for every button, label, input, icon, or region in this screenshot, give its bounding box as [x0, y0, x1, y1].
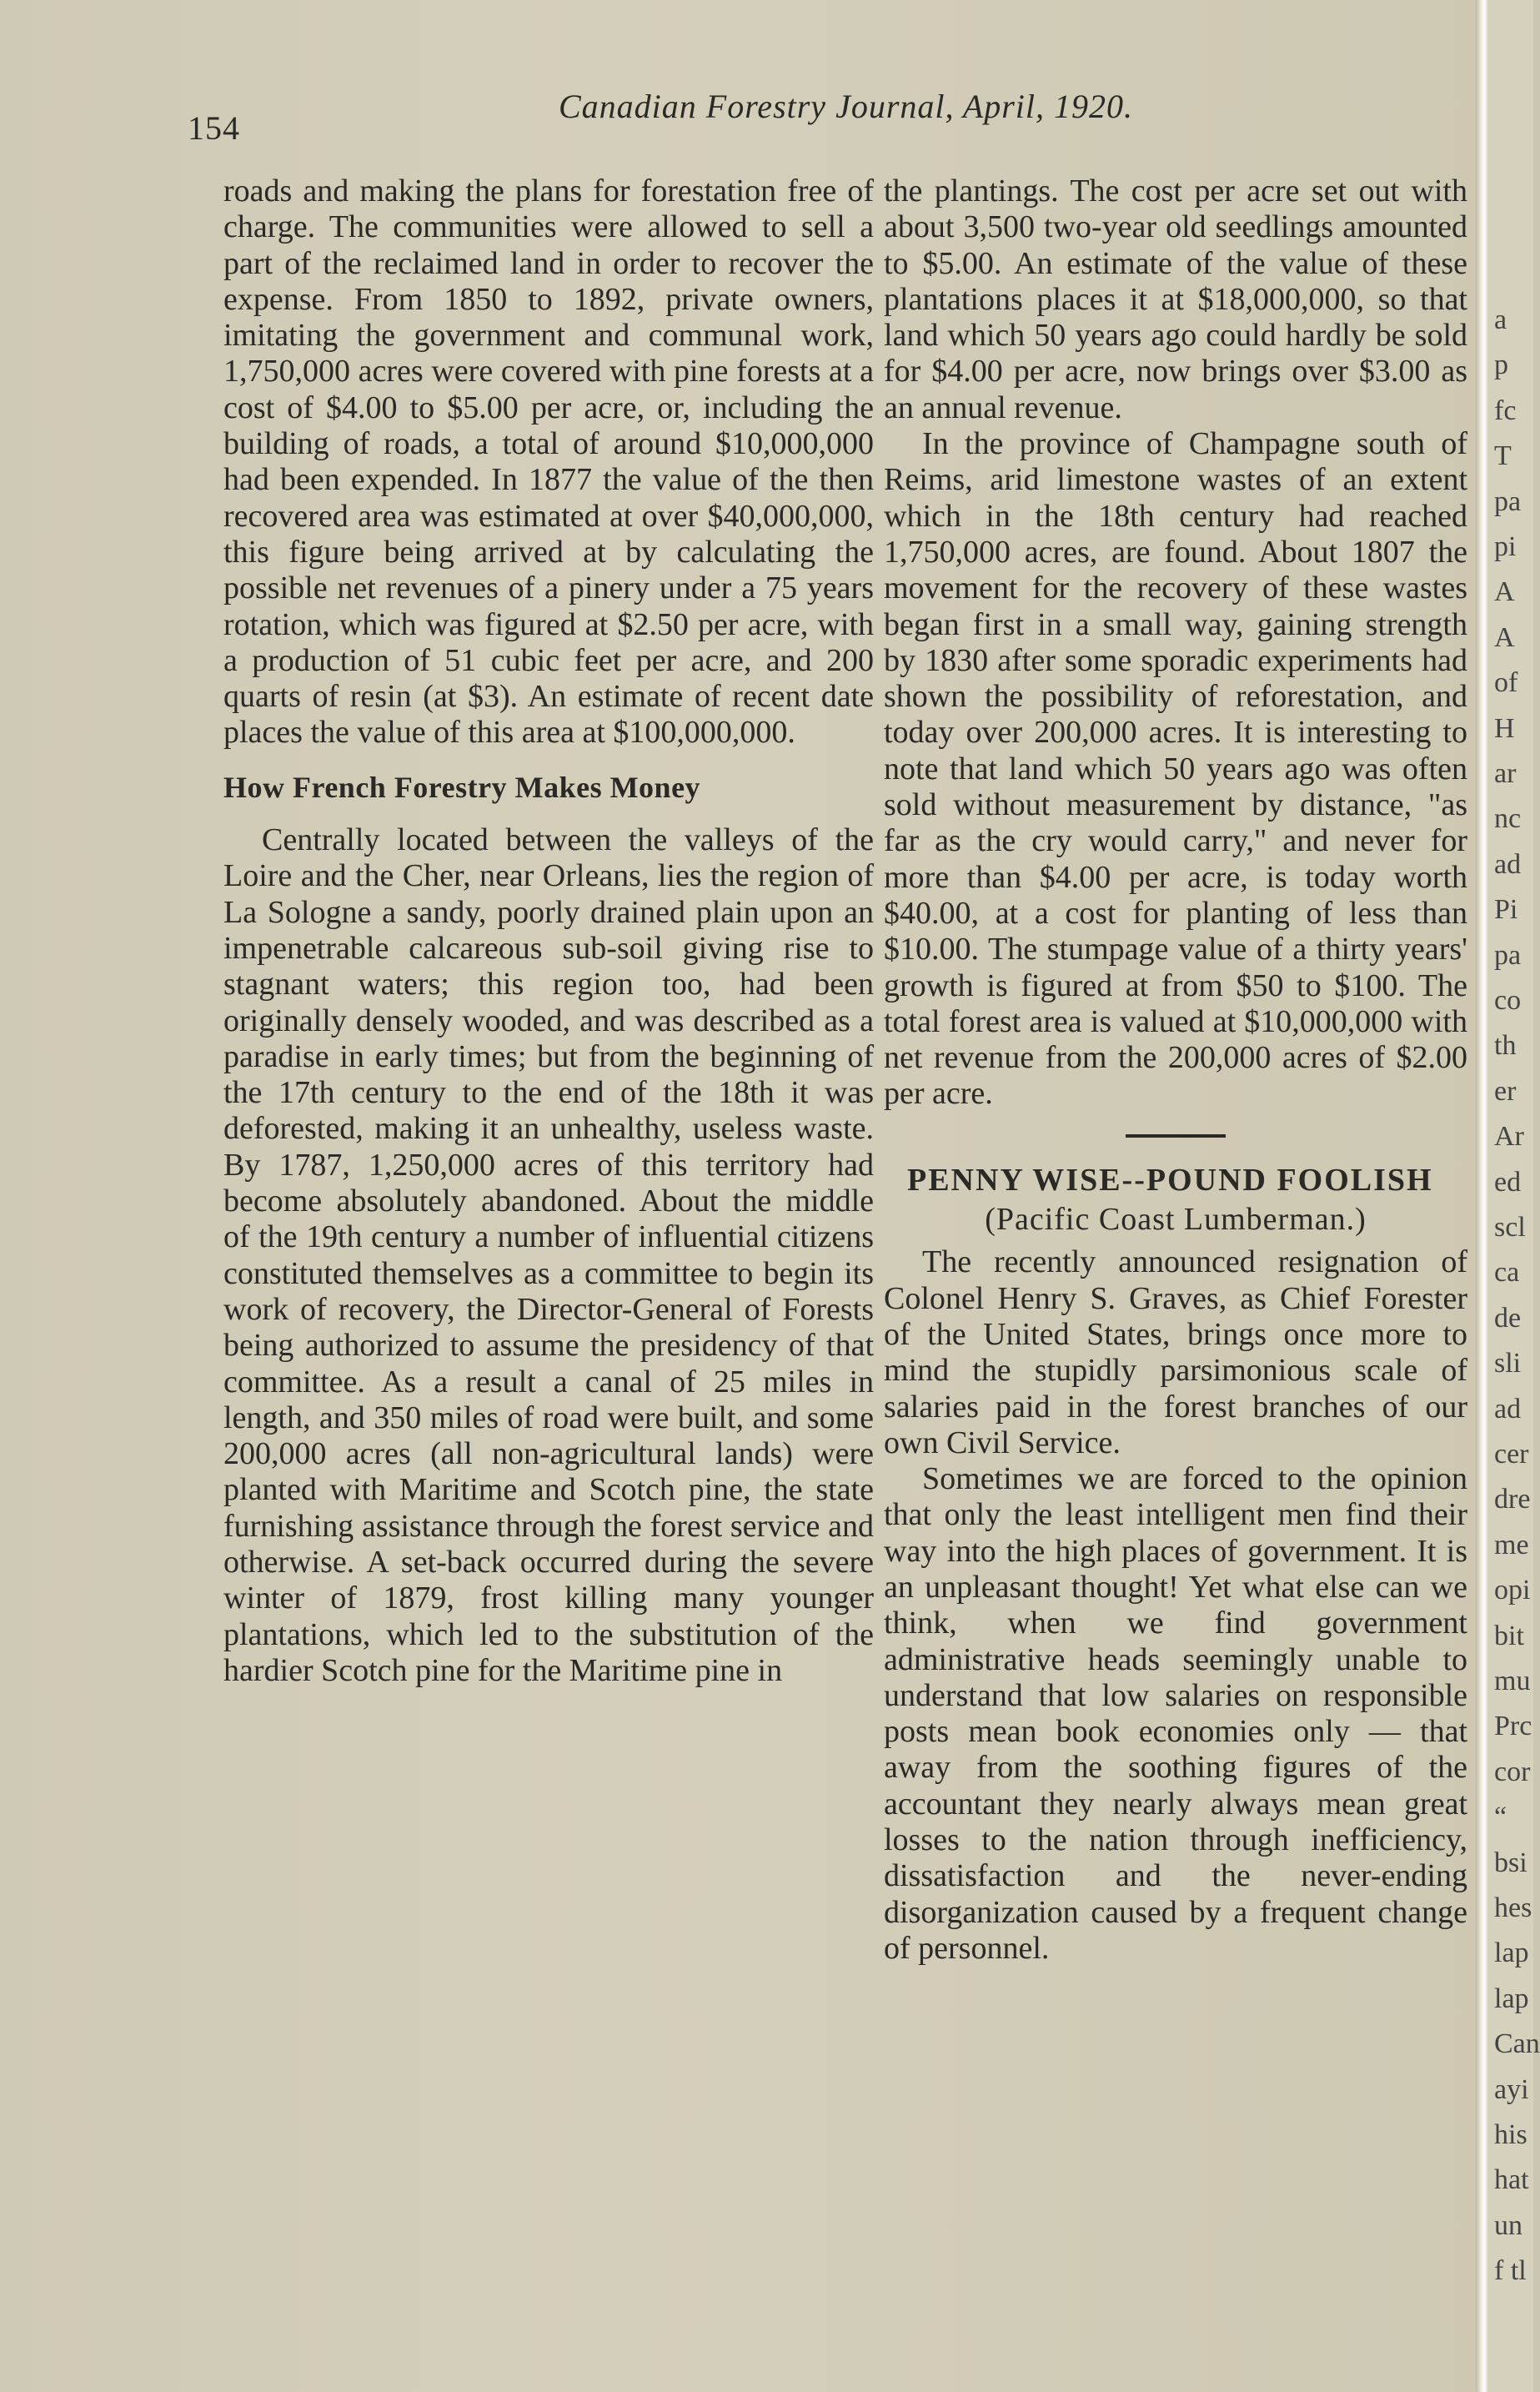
next-page-fragment: co: [1494, 985, 1522, 1016]
next-page-fragment: lap: [1494, 1982, 1529, 2014]
next-page-fragment: bsi: [1494, 1847, 1527, 1878]
next-page-fragment: ed: [1494, 1166, 1522, 1198]
next-page-fragment: ar: [1494, 758, 1517, 789]
next-page-fragment: de: [1494, 1302, 1522, 1334]
paragraph: Sometimes we are forced to the opinion that only the least intelligent men find their way into the high places of government. It is an unpleasant thought! Yet what else can we think, when we find government administrative heads seemingly unable to understand that low salaries on responsible posts mean book economies only — that away from the soothing figures of the accountant they nearly always mean great losses to the nation through inefficiency, dissatisfaction and the never-ending disorganization caused by a frequent change of personnel.: [884, 1461, 1467, 1966]
paragraph: Centrally located between the valleys of the Loire and the Cher, near Orleans, lies the region of La Sologne a sandy, poorly drained plain upon an impenetrable calcareous sub-soil giving rise to stagnant waters; this region too, had been originally densely wooded, and was described as a paradise in early times; but from the beginning of the 17th century to the end of the 18th it was deforested, making it an unhealthy, useless waste. By 1787, 1,250,000 acres of this territory had become absolutely abandoned. About the middle of the 19th century a number of influential citizens constituted themselves as a committee to begin its work of recovery, the Director-General of Forests being authorized to assume the presidency of that committee. As a result a canal of 25 miles in length, and 350 miles of road were built, and some 200,000 acres (all non-agricultural lands) were planted with Maritime and Scotch pine, the state furnishing assistance through the forest service and otherwise. A set-back occurred during the severe winter of 1879, frost killing many younger plantations, which led to the substitution of the hardier Scotch pine for the Maritime pine in: [223, 822, 874, 1688]
next-page-fragment: ad: [1494, 1393, 1522, 1425]
paragraph: the plantings. The cost per acre set out with about 3,500 two-year old seedlings amounted to $5.00. An estimate of the value of these plantations places it at $18,000,000, so that land which 50 years ago could hardly be sold for $4.00 per acre, now brings over $3.00 as an annual revenue.: [884, 173, 1467, 425]
next-page-fragment: “: [1494, 1802, 1507, 1833]
book-gutter: [1476, 0, 1487, 2392]
next-page-fragment: ca: [1494, 1257, 1520, 1289]
next-page-fragment: bit: [1494, 1620, 1524, 1651]
next-page-fragment: a: [1494, 304, 1507, 335]
left-column: [223, 173, 874, 1689]
article-title: PENNY WISE--POUND FOOLISH: [907, 1162, 1433, 1198]
next-page-fragment: pa: [1494, 939, 1522, 971]
next-page-fragment: dre: [1494, 1484, 1531, 1515]
next-page-fragment: A: [1494, 576, 1515, 608]
next-page-fragment: Prc: [1494, 1711, 1532, 1742]
section-subheading: How French Forestry Makes Money: [223, 770, 701, 804]
next-page-fragment: un: [1494, 2209, 1522, 2241]
next-page-fragment: cor: [1494, 1756, 1531, 1787]
article-source: (Pacific Coast Lumberman.): [985, 1202, 1367, 1238]
next-page-fragment: cer: [1494, 1439, 1529, 1470]
next-page-fragment: fc: [1494, 394, 1517, 426]
next-page-fragment: me: [1494, 1529, 1529, 1560]
running-head: Canadian Forestry Journal, April, 1920.: [559, 88, 1133, 125]
next-page-fragment: nc: [1494, 803, 1522, 835]
next-page-fragment: pi: [1494, 531, 1517, 562]
paragraph: The recently announced resignation of Colonel Henry S. Graves, as Chief Forester of the United States, brings once more to mind the stupidly parsimonious scale of salaries paid in the forest branches of our own Civil Service.: [884, 1244, 1467, 1460]
next-page-fragment: of: [1494, 667, 1518, 699]
next-page-fragment: er: [1494, 1075, 1517, 1107]
next-page-fragment: ad: [1494, 848, 1522, 880]
next-page-fragment: pa: [1494, 485, 1522, 517]
next-page-fragment: mu: [1494, 1666, 1531, 1696]
next-page-fragment: lap: [1494, 1937, 1529, 1969]
next-page-fragment: Pi: [1494, 894, 1518, 926]
next-page-fragment: scl: [1494, 1212, 1526, 1243]
next-page-fragment: his: [1494, 2119, 1527, 2150]
page-number: 154: [188, 109, 240, 147]
next-page-fragment: opi: [1494, 1575, 1531, 1606]
next-page-fragment: th: [1494, 1030, 1517, 1062]
paragraph: roads and making the plans for forestation free of charge. The communities were allowed to sell a part of the reclaimed land in order to recover the expense. From 1850 to 1892, private owners, imitating the government and communal work, 1,750,000 acres were covered with pine forests at a cost of $4.00 to $5.00 per acre, or, including the building of roads, a total of around $10,000,000 had been expended. In 1877 the value of the then recovered area was estimated at over $40,000,000, this figure being arrived at by calculating the possible net revenues of a pinery under a 75 years rotation, which was figured at $2.50 per acre, with a production of 51 cubic feet per acre, and 200 quarts of resin (at $3). An estimate of recent date places the value of this area at $100,000,000.: [223, 173, 874, 751]
next-page-fragment: T: [1494, 440, 1512, 472]
paragraph: In the province of Champagne south of Reims, arid limestone wastes of an extent which in the 18th century had reached 1,750,000 acres, are found. About 1807 the movement for the recovery of these wastes began first in a small way, gaining strength by 1830 after some sporadic experiments had shown the possibility of reforestation, and today over 200,000 acres. It is interesting to note that land which 50 years ago was often sold without measurement by distance, "as far as the cry would carry," and never for more than $4.00 per acre, is today worth $40.00, at a cost for planting of less than $10.00. The stumpage value of a thirty years' growth is figured at from $50 to $100. The total forest area is valued at $10,000,000 with net revenue from the 200,000 acres of $2.00 per acre.: [884, 426, 1467, 1112]
next-page-fragment: ayi: [1494, 2073, 1529, 2105]
adjacent-page-edge: [1487, 0, 1540, 2392]
next-page-fragment: Can: [1494, 2028, 1540, 2060]
next-page-fragment: Ar: [1494, 1121, 1524, 1153]
right-column: [884, 173, 1467, 1967]
section-divider: [1126, 1134, 1226, 1138]
next-page-fragment: f tl: [1494, 2255, 1527, 2287]
next-page-fragment: hes: [1494, 1892, 1532, 1923]
next-page-fragment: sli: [1494, 1348, 1522, 1379]
next-page-fragment: hat: [1494, 2164, 1529, 2196]
next-page-fragment: p: [1494, 349, 1508, 381]
next-page-fragment: A: [1494, 621, 1515, 653]
next-page-fragment: H: [1494, 712, 1515, 744]
